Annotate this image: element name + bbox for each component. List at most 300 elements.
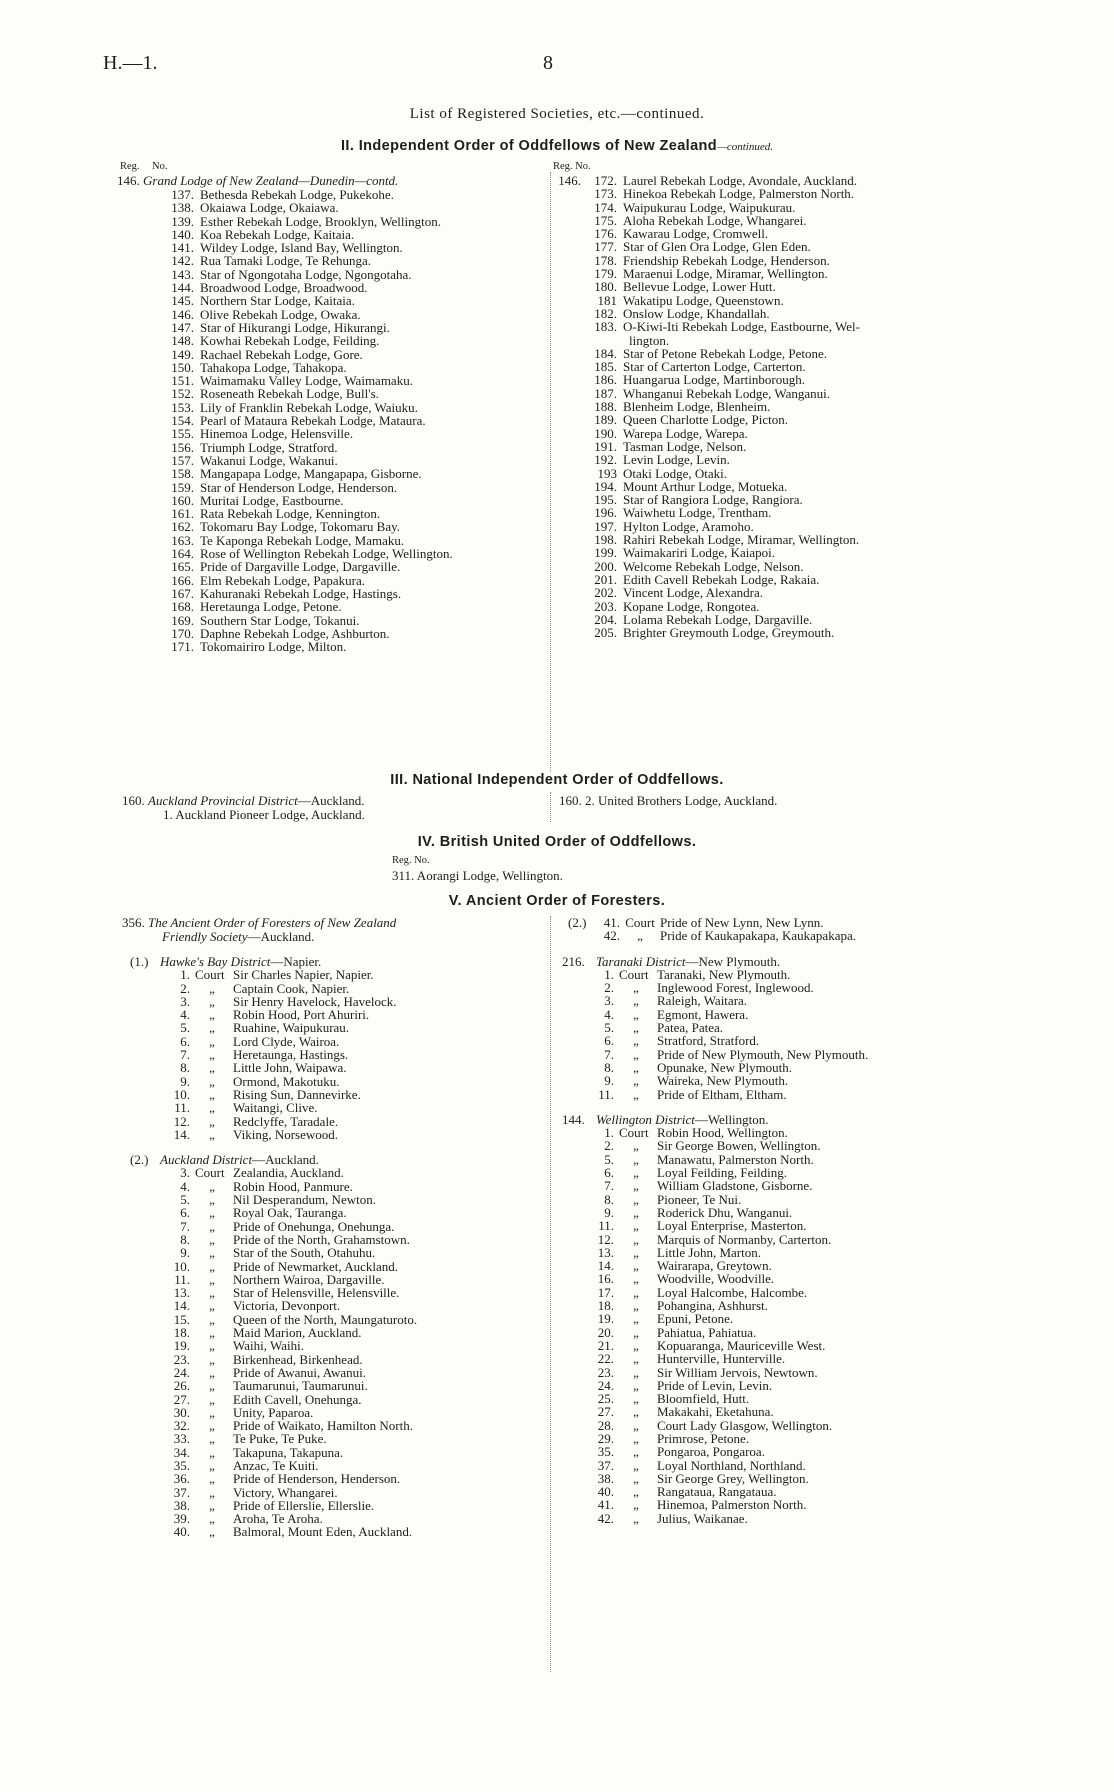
court-number: 5. xyxy=(604,1020,614,1036)
section-2-left-list xyxy=(160,188,453,653)
lodge-name: Waimamaku Valley Lodge, Waimamaku. xyxy=(200,373,413,389)
court-number: 27. xyxy=(173,1391,190,1407)
court-number: 18. xyxy=(173,1325,190,1341)
list-item xyxy=(553,573,860,586)
court-number: 3. xyxy=(180,1165,190,1181)
reg-number xyxy=(553,573,581,586)
lodge-number: 143. xyxy=(171,266,194,282)
district-reg: 144. xyxy=(562,1111,585,1127)
ditto-mark: „ xyxy=(633,1258,639,1274)
court-item xyxy=(568,968,868,981)
grand-lodge-name: Grand Lodge of New Zealand—Dunedin—contd. xyxy=(143,173,399,188)
court-name: Bloomfield, Hutt. xyxy=(657,1391,750,1407)
lodge-name: Star of Henderson Lodge, Henderson. xyxy=(200,479,398,495)
court-number: 2. xyxy=(604,980,614,996)
ditto-mark: „ xyxy=(209,1457,215,1473)
list-item xyxy=(160,361,453,374)
court-number: 4. xyxy=(604,1006,614,1022)
court-item xyxy=(130,1326,417,1339)
court-item xyxy=(130,1075,417,1088)
foresters-main-entry xyxy=(122,916,396,944)
lodge-name: Okaiawa Lodge, Okaiawa. xyxy=(200,200,339,216)
section-2-title: II. Independent Order of Oddfellows of New Zealand xyxy=(340,138,718,154)
court-name: Pride of New Lynn, New Lynn. xyxy=(660,915,824,930)
court-name: Patea, Patea. xyxy=(657,1020,724,1036)
lodge-name: Tokomaru Bay Lodge, Tokomaru Bay. xyxy=(200,519,401,535)
reg-number xyxy=(553,360,581,373)
district-name: Auckland District xyxy=(160,1152,253,1168)
ditto-mark: „ xyxy=(633,1086,639,1102)
lodge-name: Wildey Lodge, Island Bay, Wellington. xyxy=(200,240,403,256)
list-item xyxy=(160,547,453,560)
court-item xyxy=(568,1193,868,1206)
lodge-name: Onslow Lodge, Khandallah. xyxy=(623,305,770,321)
reg-number xyxy=(553,320,581,333)
ditto-mark: „ xyxy=(633,980,639,996)
court-number: 11. xyxy=(174,1271,190,1287)
court-name: Rangataua, Rangataua. xyxy=(657,1484,777,1500)
lodge-name: Pride of Dargaville Lodge, Dargaville. xyxy=(200,559,401,575)
lodge-number: 201. xyxy=(594,571,617,587)
list-item xyxy=(553,400,860,413)
lodge-name: Vincent Lodge, Alexandra. xyxy=(623,585,764,601)
lodge-number: 153. xyxy=(171,399,194,415)
lodge-number: 200. xyxy=(594,558,617,574)
list-item xyxy=(160,281,453,294)
court-name: Ormond, Makotuku. xyxy=(233,1073,340,1089)
list-item xyxy=(553,493,860,506)
lodge-name: Kowhai Rebekah Lodge, Feilding. xyxy=(200,333,380,349)
court-item xyxy=(130,1393,417,1406)
ditto-mark: „ xyxy=(633,1178,639,1194)
lodge-number: 183. xyxy=(594,319,617,335)
court-item xyxy=(130,1273,417,1286)
list-item xyxy=(553,560,860,573)
lodge-name: Northern Star Lodge, Kaitaia. xyxy=(200,293,355,309)
court-name: Unity, Paparoa. xyxy=(233,1404,314,1420)
court-name: Kopuaranga, Mauriceville West. xyxy=(657,1337,826,1353)
lodge-name: Rose of Wellington Rebekah Lodge, Wellington. xyxy=(200,546,453,562)
court-item xyxy=(130,1406,417,1419)
list-item xyxy=(160,228,453,241)
court-item xyxy=(568,1259,868,1272)
list-item xyxy=(553,187,860,200)
court-item xyxy=(568,981,868,994)
court-number: 9. xyxy=(180,1073,190,1089)
court-name: Waihi, Waihi. xyxy=(233,1338,304,1354)
court-name: Maid Marion, Auckland. xyxy=(233,1325,362,1341)
court-number: 19. xyxy=(173,1338,190,1354)
court-item xyxy=(130,1472,417,1485)
court-number: 30. xyxy=(173,1404,190,1420)
lodge-name: Star of Rangiora Lodge, Rangiora. xyxy=(623,492,803,508)
court-item xyxy=(568,1139,868,1152)
court-name: Pride of Ellerslie, Ellerslie. xyxy=(233,1497,375,1513)
court-name: Pride of Newmarket, Auckland. xyxy=(233,1258,398,1274)
court-item xyxy=(130,968,417,981)
court-item xyxy=(130,982,417,995)
list-item xyxy=(553,307,860,320)
list-item xyxy=(553,294,860,307)
court-item xyxy=(568,1472,868,1485)
court-item xyxy=(568,1246,868,1259)
court-name: Pioneer, Te Nui. xyxy=(657,1191,742,1207)
lodge-number: 152. xyxy=(171,386,194,402)
court-item xyxy=(568,1405,868,1418)
reg-number xyxy=(553,240,581,253)
reg-number xyxy=(553,413,581,426)
court-item xyxy=(568,1153,868,1166)
report-reference: H.—1. xyxy=(103,52,158,74)
ditto-mark: „ xyxy=(633,1073,639,1089)
ditto-mark: „ xyxy=(209,1511,215,1527)
court-number: 2. xyxy=(180,980,190,996)
reg-number xyxy=(553,480,581,493)
court-item xyxy=(130,1260,417,1273)
list-item xyxy=(160,401,453,414)
court-item xyxy=(568,1352,868,1365)
court-item xyxy=(568,1366,868,1379)
court-name: Loyal Feilding, Feilding. xyxy=(657,1165,787,1181)
court-item xyxy=(130,1353,417,1366)
section-4-item: 311. Aorangi Lodge, Wellington. xyxy=(392,868,563,883)
court-item xyxy=(130,1233,417,1246)
lodge-number: 164. xyxy=(171,546,194,562)
court-name: Anzac, Te Kuiti. xyxy=(233,1457,319,1473)
lodge-name: Star of Glen Ora Lodge, Glen Eden. xyxy=(623,239,811,255)
reg-number xyxy=(553,440,581,453)
court-number: 3. xyxy=(604,993,614,1009)
court-name: Nil Desperandum, Newton. xyxy=(233,1192,376,1208)
page-title: List of Registered Societies, etc.—continued. xyxy=(409,106,705,122)
ditto-mark: „ xyxy=(633,1204,639,1220)
list-item xyxy=(553,373,860,386)
list-item xyxy=(160,348,453,361)
list-item xyxy=(160,427,453,440)
court-name: Victory, Whangarei. xyxy=(233,1484,338,1500)
district-label: (2.) xyxy=(568,915,587,930)
ditto-mark: „ xyxy=(633,1231,639,1247)
court-item xyxy=(130,1446,417,1459)
lodge-name: Bethesda Rebekah Lodge, Pukekohe. xyxy=(200,187,394,202)
lodge-number: 158. xyxy=(171,466,194,482)
court-number: 6. xyxy=(180,1033,190,1049)
court-name: Star of Helensville, Helensville. xyxy=(233,1285,400,1301)
court-number: 28. xyxy=(597,1417,614,1433)
lodge-name: Welcome Rebekah Lodge, Nelson. xyxy=(623,558,804,574)
lodge-name: Rahiri Rebekah Lodge, Miramar, Wellington. xyxy=(623,532,860,548)
court-number: 15. xyxy=(173,1311,190,1327)
lodge-name: Star of Petone Rebekah Lodge, Petone. xyxy=(623,345,827,361)
lodge-name: Warepa Lodge, Warepa. xyxy=(623,425,748,441)
reg-number xyxy=(553,600,581,613)
court-number: 14. xyxy=(597,1258,614,1274)
court-item xyxy=(568,1233,868,1246)
column-divider-3 xyxy=(550,792,551,822)
court-number: 8. xyxy=(180,1060,190,1076)
ditto-mark: „ xyxy=(209,1020,215,1036)
list-item xyxy=(553,626,860,639)
court-item xyxy=(130,1021,417,1034)
court-name: Wairarapa, Greytown. xyxy=(657,1258,772,1274)
court-name: Inglewood Forest, Inglewood. xyxy=(657,980,814,996)
court-item xyxy=(568,1512,868,1525)
list-item xyxy=(553,467,860,480)
lodge-name: Tahakopa Lodge, Tahakopa. xyxy=(200,359,347,375)
list-item xyxy=(160,600,453,613)
ditto-mark: „ xyxy=(209,1086,215,1102)
lodge-name: Hylton Lodge, Aramoho. xyxy=(623,518,754,534)
court-number: 23. xyxy=(597,1364,614,1380)
lodge-number: 139. xyxy=(171,213,194,229)
section-3-left-item: 1. Auckland Pioneer Lodge, Auckland. xyxy=(163,807,365,822)
court-number: 12. xyxy=(173,1113,190,1129)
court-name: Hinemoa, Palmerston North. xyxy=(657,1497,807,1513)
court-number: 41. xyxy=(603,915,620,930)
ditto-mark: „ xyxy=(633,1351,639,1367)
ditto-mark: „ xyxy=(209,1073,215,1089)
court-name: Sir George Grey, Wellington. xyxy=(657,1470,809,1486)
reg-number xyxy=(553,373,581,386)
lodge-number: 160. xyxy=(171,492,194,508)
reg-number xyxy=(553,334,581,347)
list-item xyxy=(553,254,860,267)
list-item xyxy=(553,174,860,187)
court-number: 25. xyxy=(597,1391,614,1407)
ditto-mark: „ xyxy=(209,1007,215,1023)
court-item xyxy=(568,1126,868,1139)
court-number: 10. xyxy=(173,1086,190,1102)
grand-lodge-reg: 146. xyxy=(117,173,140,188)
ditto-mark: „ xyxy=(209,1351,215,1367)
list-item xyxy=(160,215,453,228)
court-name: Pride of Awanui, Awanui. xyxy=(233,1364,367,1380)
court-number: 39. xyxy=(173,1511,190,1527)
section-3-district-place: —Auckland. xyxy=(297,793,365,808)
court-name: Pride of New Plymouth, New Plymouth. xyxy=(657,1046,869,1062)
court-number: 20. xyxy=(597,1324,614,1340)
court-number: 11. xyxy=(598,1218,614,1234)
court-item xyxy=(568,1021,868,1034)
lodge-name: Southern Star Lodge, Tokanui. xyxy=(200,612,360,628)
list-item xyxy=(160,294,453,307)
ditto-mark: „ xyxy=(633,1484,639,1500)
court-name: Julius, Waikanae. xyxy=(657,1510,748,1526)
court-item xyxy=(130,1101,417,1114)
list-item xyxy=(160,308,453,321)
reg-number xyxy=(553,560,581,573)
court-number: 6. xyxy=(180,1205,190,1221)
lodge-name: Blenheim Lodge, Blenheim. xyxy=(623,399,771,415)
court-number: 4. xyxy=(180,1007,190,1023)
court-number: 5. xyxy=(180,1020,190,1036)
ditto-mark: „ xyxy=(633,1284,639,1300)
ditto-mark: „ xyxy=(209,1178,215,1194)
court-item xyxy=(568,1088,868,1101)
page-number: 8 xyxy=(543,52,553,74)
court-label: Court xyxy=(619,1125,649,1141)
reg-number xyxy=(553,467,581,480)
reg-number xyxy=(553,493,581,506)
lodge-name: lington. xyxy=(629,332,670,348)
lodge-name: Mangapapa Lodge, Mangapapa, Gisborne. xyxy=(200,466,422,482)
list-item xyxy=(160,520,453,533)
court-number: 9. xyxy=(180,1245,190,1261)
reg-number xyxy=(553,506,581,519)
court-number: 8. xyxy=(604,1059,614,1075)
lodge-name: Tokomairiro Lodge, Milton. xyxy=(200,639,347,655)
court-name: Heretaunga, Hastings. xyxy=(233,1047,349,1063)
ditto-mark: „ xyxy=(209,1391,215,1407)
court-number: 35. xyxy=(597,1444,614,1460)
list-item xyxy=(160,254,453,267)
list-item xyxy=(160,587,453,600)
list-item xyxy=(160,640,453,653)
ditto-mark: „ xyxy=(209,1471,215,1487)
court-item xyxy=(568,1074,868,1087)
court-number: 26. xyxy=(173,1378,190,1394)
left-reg-header: Reg. xyxy=(120,161,140,172)
court-item xyxy=(568,1034,868,1047)
court-name: Takapuna, Takapuna. xyxy=(233,1444,344,1460)
lodge-number: 148. xyxy=(171,333,194,349)
court-name: Pride of Henderson, Henderson. xyxy=(233,1471,401,1487)
lodge-name: Maraenui Lodge, Miramar, Wellington. xyxy=(623,266,828,282)
ditto-mark: „ xyxy=(633,1059,639,1075)
court-name: Lord Clyde, Wairoa. xyxy=(233,1033,340,1049)
lodge-name: Heretaunga Lodge, Petone. xyxy=(200,599,342,615)
court-number: 8. xyxy=(604,1191,614,1207)
lodge-name: Te Kaponga Rebekah Lodge, Mamaku. xyxy=(200,532,405,548)
court-name: Makakahi, Eketahuna. xyxy=(657,1404,774,1420)
court-item xyxy=(130,1459,417,1472)
section-4-title: IV. British United Order of Oddfellows. xyxy=(417,834,697,850)
court-name: Loyal Enterprise, Masterton. xyxy=(657,1218,807,1234)
ditto-mark: „ xyxy=(633,1046,639,1062)
section-3-left-reg: 160. xyxy=(122,793,145,808)
list-item xyxy=(553,387,860,400)
lodge-name: Kahuranaki Rebekah Lodge, Hastings. xyxy=(200,585,402,601)
ditto-mark: „ xyxy=(209,1524,215,1540)
ditto-mark: „ xyxy=(633,1404,639,1420)
list-item xyxy=(160,201,453,214)
court-item xyxy=(130,1008,417,1021)
lodge-number: 203. xyxy=(594,598,617,614)
court-item xyxy=(130,1061,417,1074)
lodge-number: 202. xyxy=(594,585,617,601)
court-item xyxy=(130,995,417,1008)
lodge-name: Hinekoa Rebekah Lodge, Palmerston North. xyxy=(623,186,855,202)
court-number: 9. xyxy=(604,1204,614,1220)
foresters-main-name-1: The Ancient Order of Foresters of New Zealand xyxy=(148,915,397,930)
court-number: 5. xyxy=(604,1151,614,1167)
ditto-mark: „ xyxy=(209,1497,215,1513)
column-divider xyxy=(550,172,551,772)
court-number: 24. xyxy=(597,1377,614,1393)
lodge-name: Tasman Lodge, Nelson. xyxy=(623,438,747,454)
court-item xyxy=(130,1379,417,1392)
court-name: Queen of the North, Maungaturoto. xyxy=(233,1311,418,1327)
court-name: Star of the South, Otahuhu. xyxy=(233,1245,376,1261)
court-item xyxy=(130,1180,417,1193)
court-name: Captain Cook, Napier. xyxy=(233,980,350,996)
list-item xyxy=(160,614,453,627)
reg-number xyxy=(553,533,581,546)
lodge-name: Broadwood Lodge, Broadwood. xyxy=(200,280,368,296)
lodge-name: Bellevue Lodge, Lower Hutt. xyxy=(623,279,776,295)
court-name: Pride of Eltham, Eltham. xyxy=(657,1086,787,1102)
court-item xyxy=(130,1088,417,1101)
court-item xyxy=(130,1166,417,1179)
lodge-number: 140. xyxy=(171,226,194,242)
court-number: 7. xyxy=(180,1047,190,1063)
lodge-name: O-Kiwi-Iti Rebekah Lodge, Eastbourne, Wel- xyxy=(623,319,860,335)
court-item xyxy=(568,1485,868,1498)
court-name: Pahiatua, Pahiatua. xyxy=(657,1324,757,1340)
court-name: Stratford, Stratford. xyxy=(657,1033,760,1049)
court-number: 22. xyxy=(597,1351,614,1367)
ditto-mark: „ xyxy=(633,1430,639,1446)
court-label: Court xyxy=(625,915,655,930)
list-item xyxy=(553,480,860,493)
lodge-number: 175. xyxy=(594,212,617,228)
lodge-name: Muritai Lodge, Eastbourne. xyxy=(200,492,344,508)
court-name: Robin Hood, Panmure. xyxy=(233,1178,353,1194)
court-number: 10. xyxy=(173,1258,190,1274)
section-5-right-list xyxy=(562,915,869,1526)
column-divider-5 xyxy=(550,916,551,1672)
court-item xyxy=(568,1379,868,1392)
court-name: William Gladstone, Gisborne. xyxy=(657,1178,813,1194)
list-item xyxy=(553,533,860,546)
lodge-number: 138. xyxy=(171,200,194,216)
court-number: 16. xyxy=(597,1271,614,1287)
court-number: 41. xyxy=(597,1497,614,1513)
lodge-number: 163. xyxy=(171,532,194,548)
court-name: Opunake, New Plymouth. xyxy=(657,1059,793,1075)
court-number: 1. xyxy=(180,967,190,983)
court-name: Roderick Dhu, Wanganui. xyxy=(657,1204,793,1220)
list-item xyxy=(160,268,453,281)
list-item xyxy=(553,413,860,426)
court-number: 12. xyxy=(597,1231,614,1247)
court-name: Sir Henry Havelock, Havelock. xyxy=(233,993,397,1009)
lodge-number: 170. xyxy=(171,625,194,641)
left-no-header: No. xyxy=(152,161,168,172)
court-label: Court xyxy=(619,966,649,982)
court-name: Sir George Bowen, Wellington. xyxy=(657,1138,821,1154)
lodge-name: Hinemoa Lodge, Helensville. xyxy=(200,426,354,442)
court-number: 33. xyxy=(173,1431,190,1447)
ditto-mark: „ xyxy=(633,1337,639,1353)
ditto-mark: „ xyxy=(633,1191,639,1207)
lodge-number: 165. xyxy=(171,559,194,575)
lodge-name: Rata Rebekah Lodge, Kennington. xyxy=(200,506,381,522)
ditto-mark: „ xyxy=(209,1231,215,1247)
court-name: Pride of the North, Grahamstown. xyxy=(233,1231,410,1247)
list-item xyxy=(553,520,860,533)
section-2-continued: —continued. xyxy=(717,141,773,153)
lodge-name: Kawarau Lodge, Cromwell. xyxy=(623,226,769,242)
list-item xyxy=(553,280,860,293)
lodge-number: 169. xyxy=(171,612,194,628)
lodge-name: Waimakariri Lodge, Kaiapoi. xyxy=(623,545,776,561)
reg-number xyxy=(553,214,581,227)
court-number: 7. xyxy=(604,1178,614,1194)
court-item xyxy=(568,1008,868,1021)
court-number: 4. xyxy=(180,1178,190,1194)
court-number: 14. xyxy=(173,1298,190,1314)
